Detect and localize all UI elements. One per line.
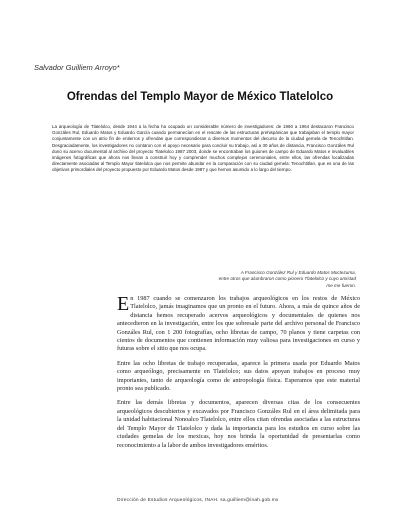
article-title: Ofrendas del Templo Mayor de México Tlatelolco xyxy=(66,91,334,103)
abstract-text: La arqueología de Tlatelolco, desde 1944 a la fecha ha ocupado un considerable número de investigadores: de 1960 a 1964 destacaron Francisco Gonzáles Rul, Eduardo Matos y Eduardo García cuando permanecían en el rescate de las estructuras prehispánicas que trabajaban el templo mayor conjuntamente con un atrio fin de entierros y ofrendas que correspondieran a diversos momentos del decurso de la ciudad gemela de Tenochtitlan. Desgraciadamente, los investigadores no contaron con el apoyo necesario para concluir su trabajo, así a 30 años de distancia, Francisco Gonzáles Rul donó su acervo documental al archivo del proyecto Tlatelolco 1987 2003, donde se encontraban los guiones de campo de Eduardo Matos e invaluables imágenes fotográficas que ahora nos llevan a construir hoy y comprender muchos complejos ceremoniales, entre ellos, las ofrendas localizadas directamente asociadas al Templo Mayor tlatelolca que nos permite abundar en la comparación con su ciudad gemela: Tenochtitlan, que es una de las objetivos primordiales del proyecto propuesto por Eduardo Matos desde 1987 y que hemos asumido a lo largo del tiempo. xyxy=(52,124,354,173)
author-name: Salvador Guilliem Arroyo* xyxy=(34,63,120,72)
dedication xyxy=(156,270,356,289)
dedication-line: me me fueron. xyxy=(326,282,356,288)
body-paragraph: Entre las ocho libretas de trabajo recuperadas, aparece la primera usada por Eduardo Matos como arqueólogo, precisamente en Tlatelolco; sus datos apoyan trabajos en proceso muy importantes, tanto de arqueología como de antropología física. Esperamos que este material pronto sea publicado. xyxy=(117,359,360,393)
author-footnote: Dirección de Estudios Arqueológicos, INAH. sa.guilliem@inah.gob.mx xyxy=(117,498,279,503)
drop-cap: E xyxy=(117,293,130,315)
dedication-line: entre otros que alumbraron como pionero Tlatelolco y cuyo amistad xyxy=(218,276,356,282)
body-paragraph-text: n 1987 cuando se comenzaron los trabajos arqueológicos en los restos de México Tlatelolco, jamás imaginamos que un pronto en el futuro. Ahora, a más de quince años de distancia hemos recuperado acervos arqueológicos y documentales de quienes nos antecedieron en la investigación, entre los que sobresale parte del archivo personal de Francisco Gonzáles Rul, con 1 200 fotografías, ocho libretas de campo, 70 planos y tiene carpetas con cientos de documentos que contienen información muy valiosa para investigaciones en curso y futuras sobre el sitio que nos ocupa. xyxy=(117,295,360,353)
body-paragraph: Entre las demás libretas y documentos, aparecen diversas citas de los consecuentes arqueológicos descubiertos y excavados por Francisco Gonzáles Rul en el área delimitada para la unidad habitacional Nonoalco Tlatelolco, entre ellos citan ofrendas asociadas a las estructuras del Templo Mayor de Tlatelolco y dada la importancia para los estudios en curso sobre las ciudades gemelas de los mexicas, hoy nos brinda la oportunidad de presentarlas como reconocimiento a la labor de ambos investigadores eméritos. xyxy=(117,399,360,449)
article-body xyxy=(117,295,360,456)
dedication-line: A Francisco González Rul y Eduardo Matos Moctezuma, xyxy=(240,270,356,275)
body-paragraph xyxy=(117,295,360,354)
